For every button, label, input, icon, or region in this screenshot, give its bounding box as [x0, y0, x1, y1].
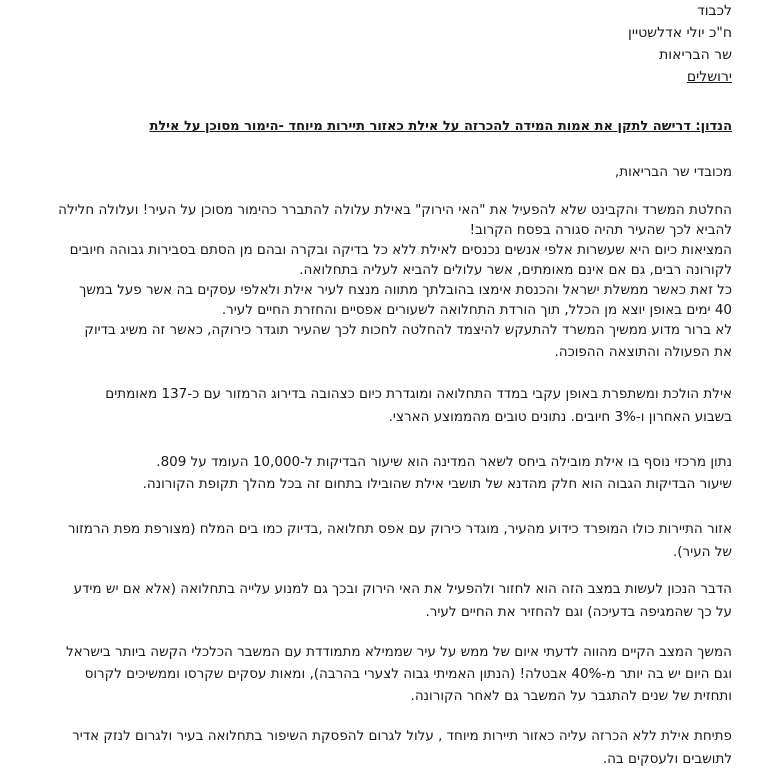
body-line: לא ברור מדוע ממשיך המשרד להתעקש להיצמד להחלטה לחכות לכך שהעיר תוגדר כירוקה, כאשר זה משיג בדיוק — [84, 322, 732, 338]
body-line: אזור התיירות כולו המופרד כידוע מהעיר, מוגדר כירוק עם אפס תחלואה ,בדיוק כמו בים המלח (מצורפת מפת הרמזור — [67, 521, 732, 537]
address-city-text: ירושלים — [686, 69, 732, 85]
address-name: ח"כ יולי אדלשטיין — [628, 25, 732, 41]
body-line: 40 ימים באופן יוצא מן הכלל, תוך הורדת התחלואה לשעורים אפסיים והחזרת החיים לעיר. — [221, 302, 732, 318]
body-line: המציאות כיום היא שעשרות אלפי אנשים נכנסים לאילת ללא כל בדיקה ובקרה ובהם מן הסתם בסבירות גבוהה חיובים — [69, 242, 732, 258]
body-line: לקורונה רבים, גם אם אינם מאומתים, אשר עלולים להביא לעליה בתחלואה. — [299, 262, 732, 278]
body-line: וגם היום יש בה יותר מ-40% אבטלה! (הנתון האמיתי גבוה לצערי בהרבה), ומאות עסקים שקרסו וממשיכים לקרוס — [84, 666, 732, 682]
body-line: את הפעולה והתוצאה ההפוכה. — [554, 344, 732, 360]
address-title: שר הבריאות — [659, 47, 732, 63]
body-line: להביא לכך שהעיר תהיה סגורה בפסח הקרוב! — [469, 222, 732, 238]
greeting: מכובדי שר הבריאות, — [614, 164, 732, 180]
body-line: פתיחת אילת ללא הכרזה עליה כאזור תיירות מיוחד , עלול לגרום להפסקת השיפור בתחלואה בעיר ולגרום לנזק אדיר — [72, 728, 732, 744]
body-line: של העיר). — [673, 544, 732, 560]
body-line: לתושבים ולעסקים בה. — [602, 751, 732, 767]
subject-text: הנדון: דרישה לתקן את אמות המידה להכרזה על אילת כאזור תיירות מיוחד -הימור מסוכן על אילת — [149, 119, 732, 134]
address-city — [24, 68, 732, 86]
body-line: החלטת המשרד והקבינט שלא להפעיל את "האי הירוק" באילת עלולה להתברר כהימור מסוכן על העיר! ועלולה חלילה — [58, 202, 732, 218]
body-line: אילת הולכת ומשתפרת באופן עקבי במדד התחלואה ומוגדרת כיום כצהובה בדירוג הרמזור עם כ-137 מאומתים — [105, 386, 732, 402]
body-line: כל זאת כאשר ממשלת ישראל והכנסת אימצו בהובלתך מתווה מנצח לעיר אילת ולאלפי עסקים בה אשר פעל במשך — [79, 282, 732, 298]
body-line: על כך שהמגיפה בדעיכה) וגם להחזיר את החיים לעיר. — [425, 604, 732, 620]
body-line: ותחזית של שנים להתגבר על המשבר גם לאחר הקורונה. — [410, 688, 732, 704]
address-to: לכבוד — [697, 3, 732, 19]
body-line: בשבוע האחרון ו-3% חיובים. נתונים טובים מהממוצע הארצי. — [388, 409, 732, 425]
body-line: שיעור הבדיקות הגבוה הוא חלק מהדנא של תושבי אילת שהובילו בתחום זה בכל מהלך תקופת הקורונה. — [142, 476, 732, 492]
subject-line — [24, 118, 732, 136]
body-line: הדבר הנכון לעשות במצב הזה הוא לחזור ולהפעיל את האי הירוק ובכך גם למנוע עלייה בתחלואה (אלא אם יש מידע — [73, 581, 732, 597]
body-line: המשך המצב הקיים מהווה לדעתי איום של ממש על עיר שממילא מתמודדת עם המשבר הכלכלי הקשה ביותר בישראל — [66, 644, 732, 660]
body-line: נתון מרכזי נוסף בו אילת מובילה ביחס לשאר המדינה הוא שיעור הבדיקות ל-10,000 העומד על 809. — [156, 454, 732, 470]
